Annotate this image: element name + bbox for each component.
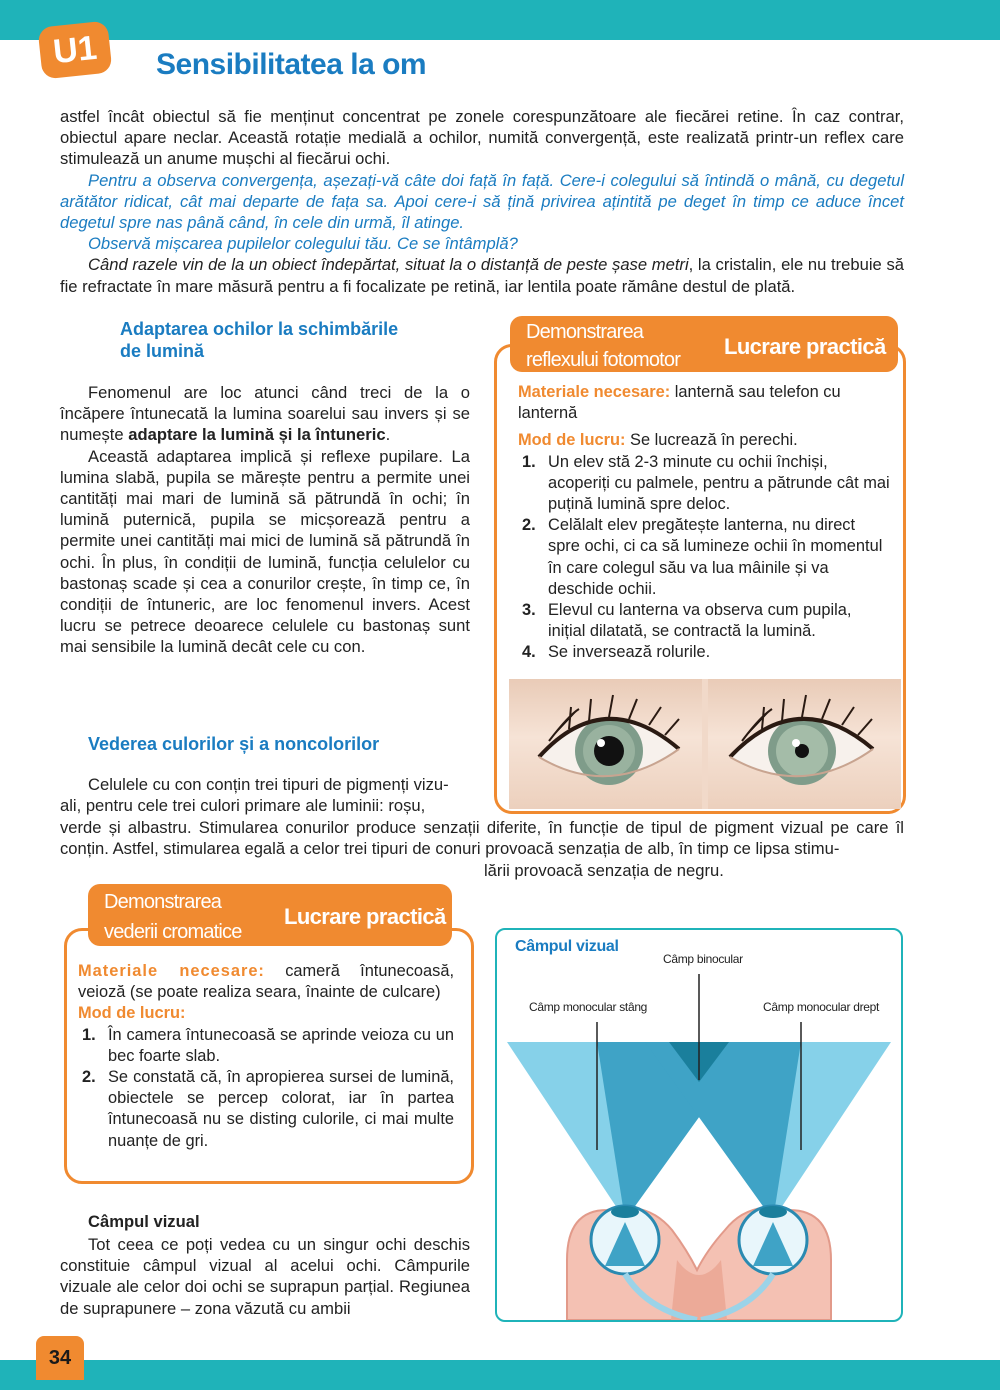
materials-text: lanternă sau telefon cu lanternă bbox=[518, 383, 841, 423]
list-item bbox=[518, 642, 890, 663]
method-label: Mod de lucru: bbox=[518, 431, 626, 450]
photomotor-materials bbox=[518, 382, 890, 424]
visual-field-diagram bbox=[495, 928, 903, 1322]
tab-title-line-2: reflexului fotomotor bbox=[526, 349, 681, 371]
page-number: 34 bbox=[36, 1336, 84, 1380]
adaptation-p1-start: Fenomenul are loc atunci când treci de la o încăpere întunecată la lumina soarelui sau invers și se numește bbox=[60, 383, 470, 445]
step-number: 2. bbox=[82, 1068, 96, 1087]
tab-title-line-1: Demonstrarea bbox=[104, 891, 222, 913]
color-vision-heading: Vederea culorilor și a noncolorilor bbox=[88, 734, 380, 754]
step-text: Celălalt elev pregătește lanterna, nu direct spre ochi, ci ca să lumineze ochii în momentul în care colegul său va lua mâinile și va deschide ochii. bbox=[548, 516, 883, 598]
contracted-pupil-photo bbox=[708, 679, 901, 809]
materials-label: Materiale necesare: bbox=[78, 962, 265, 980]
adaptation-text bbox=[60, 382, 470, 658]
step-number: 3. bbox=[522, 601, 536, 620]
eye-photos bbox=[509, 679, 901, 809]
top-bar bbox=[0, 0, 1000, 40]
chromatic-materials bbox=[78, 961, 454, 1003]
step-text: În camera întunecoasă se aprinde veioza cu un bec foarte slab. bbox=[108, 1025, 454, 1065]
step-text: Se inversează rolurile. bbox=[548, 643, 711, 662]
photomotor-steps bbox=[518, 452, 890, 664]
tab-title-line-1: Demonstrarea bbox=[526, 321, 644, 343]
list-item bbox=[518, 600, 890, 642]
list-item bbox=[518, 452, 890, 516]
visual-field-illustration bbox=[497, 930, 901, 1320]
adaptation-paragraph-1 bbox=[60, 382, 470, 446]
step-number: 1. bbox=[522, 452, 536, 471]
practical-tab-photomotor bbox=[510, 316, 898, 372]
dilated-pupil-photo bbox=[509, 679, 702, 809]
step-text: Se constată că, în apropierea sursei de lumină, obiectele se percep colorat, iar în partea întunecoasă nu se disting culorile, ci mai multe nuanțe de gri. bbox=[108, 1068, 454, 1150]
adaptation-heading-line-1: Adaptarea ochilor la schimbările bbox=[120, 319, 399, 339]
step-number: 2. bbox=[522, 516, 536, 535]
convergence-question: Observă mișcarea pupilelor colegului tău. Ce se întâmplă? bbox=[88, 234, 518, 254]
diagram-title: Câmpul vizual bbox=[515, 938, 619, 955]
photomotor-method bbox=[518, 430, 890, 451]
visual-field-heading: Câmpul vizual bbox=[88, 1212, 200, 1231]
step-text: Elevul cu lanterna va observa cum pupila, inițial dilatată, se contractă la lumină. bbox=[548, 601, 852, 641]
visual-field-text: Tot ceea ce poți vedea cu un singur ochi deschis constituie câmpul vizual al acelui ochi. Câmpurile vizuale ale celor doi ochi se suprapun parțial. Regiunea de suprapunere – zona văzută cu ambii bbox=[60, 1235, 470, 1318]
tab-title-line-2: vederii cromatice bbox=[104, 921, 242, 943]
adaptation-p1-bold: adaptare la lumină și la întuneric bbox=[128, 425, 386, 445]
practical-tab-chromatic bbox=[88, 884, 452, 946]
materials-text: cameră întunecoasă, veioză (se poate realiza seara, înainte de culcare) bbox=[78, 962, 454, 1002]
adaptation-heading-line-2: de lumină bbox=[120, 341, 205, 361]
step-number: 1. bbox=[82, 1025, 96, 1044]
practical-tag: Lucrare practică bbox=[284, 904, 446, 929]
chromatic-steps bbox=[78, 1025, 454, 1152]
bottom-bar bbox=[0, 1360, 1000, 1390]
list-item bbox=[78, 1025, 454, 1067]
convergence-instructions: Pentru a observa convergența, așezați-vă câte doi față în față. Cere-i colegului să întindă o mână, cu degetul arătător ridicat, cât mai departe de fața sa. Apoi cere-i să țină privirea ațintită pe deget în timp ce aduce încet degetul spre nas până când, în cele din urmă, îl atinge. bbox=[60, 170, 904, 233]
adaptation-heading bbox=[120, 318, 440, 362]
intro-paragraph-1: astfel încât obiectul să fie menținut concentrat pe zonele corespunzătoare ale fiecărei retine. În caz contrar, obiectul apare neclar. Această rotație medială a ochilor, numită convergență, este realizată printr-un reflex care stimulează un anume mușchi al fiecărui ochi. bbox=[60, 107, 904, 169]
intro-paragraph-4-italic: Când razele vin de la un obiect îndepărtat, situat la o distanță de peste șase metri bbox=[88, 255, 689, 275]
step-number: 4. bbox=[522, 643, 536, 662]
adaptation-paragraph-2: Această adaptarea implică și reflexe pupilare. La lumina slabă, pupila se mărește pentru a permite unei cantități mai mari de lumină să pătrundă în ochi; în lumină puternică, pupila se micșorează pentru a permite unei cantități mai mici de lumină să pătrundă în ochi. În plus, în condiții de lumină, funcția celulelor cu bastonaș scade și cea a conurilor crește, în timp ce, în condiții de întuneric, are loc fenomenul invers. Acest lucru se petrece deoarece celulele cu bastonaș sunt mai sensibile la lumină decât cele cu con. bbox=[60, 446, 470, 657]
intro-paragraph-4 bbox=[60, 254, 904, 296]
color-vision-text-rest: verde și albastru. Stimularea conurilor produce senzații diferite, în funcție de tipul de pigment vizual pe care îl conțin. Astfel, stimularea egală a celor trei tipuri de conuri provoacă senzația de alb, în timp ce lipsa stimu- bbox=[60, 818, 904, 859]
diagram-label-right: Câmp monocular drept bbox=[763, 1000, 880, 1014]
list-item bbox=[78, 1067, 454, 1152]
unit-badge: U1 bbox=[37, 20, 112, 79]
color-vision-line-2: ali, pentru cele trei culori primare ale luminii: roșu, bbox=[60, 796, 426, 816]
step-text: Un elev stă 2-3 minute cu ochii închiși, acoperiți cu palmele, pentru a pătrunde cât mai puțină lumină spre deloc. bbox=[548, 452, 890, 514]
method-text: Se lucrează în perechi. bbox=[625, 431, 798, 450]
chromatic-content bbox=[78, 961, 454, 1152]
diagram-label-binocular: Câmp binocular bbox=[663, 952, 743, 966]
list-item bbox=[518, 515, 890, 600]
color-vision-text-last: lării provoacă senzația de negru. bbox=[484, 861, 724, 880]
color-vision-line-1: Celulele cu con conțin trei tipuri de pigmenți vizu- bbox=[88, 775, 449, 794]
chromatic-method bbox=[78, 1003, 454, 1024]
color-vision-text-start bbox=[60, 774, 490, 816]
materials-label: Materiale necesare: bbox=[518, 383, 671, 401]
method-label: Mod de lucru: bbox=[78, 1004, 186, 1023]
intro-section bbox=[60, 106, 904, 297]
page-title: Sensibilitatea la om bbox=[156, 48, 427, 81]
intro-paragraph-4-rest: , la cristalin, ele nu trebuie să fie refractate în mare măsură pentru a fi focalizate pe retină, iar lentila poate rămâne destul de plată. bbox=[60, 255, 904, 296]
adaptation-p1-end: . bbox=[385, 425, 391, 445]
diagram-label-left: Câmp monocular stâng bbox=[529, 1000, 648, 1014]
photomotor-content bbox=[518, 382, 890, 664]
practical-tag: Lucrare practică bbox=[724, 334, 886, 359]
